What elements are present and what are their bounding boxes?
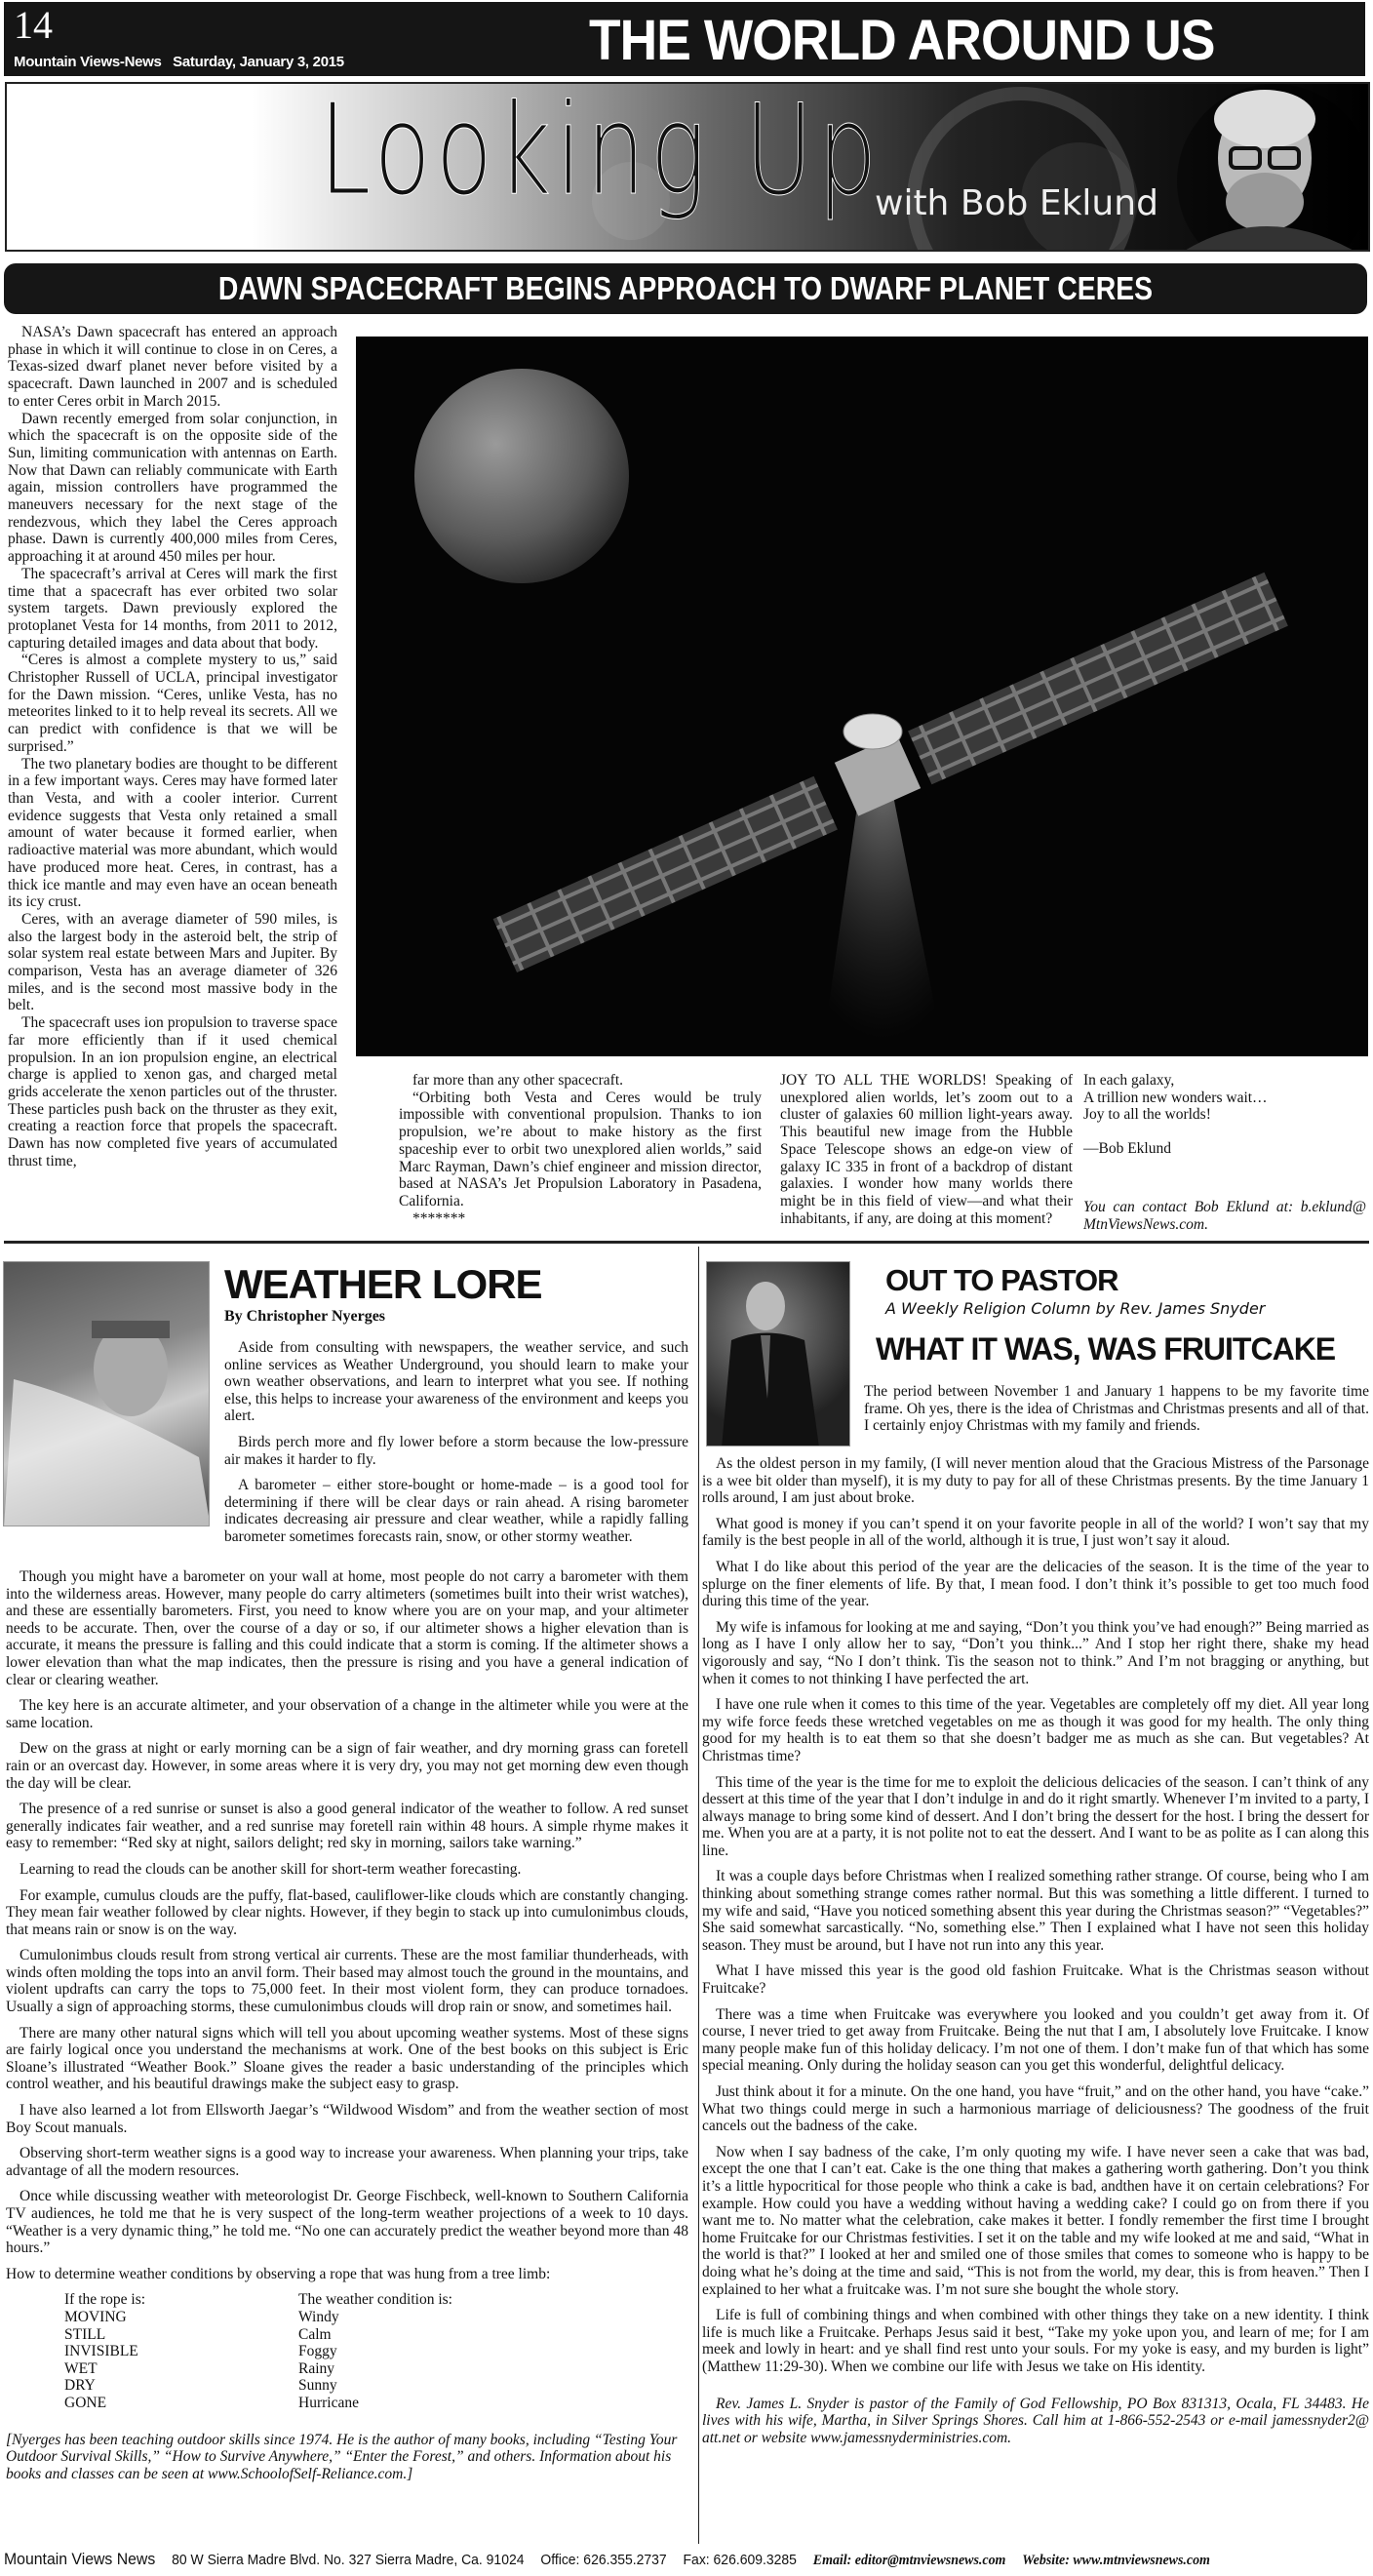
- ceres-planet: [414, 369, 629, 583]
- paragraph: What I have missed this year is the good old fashion Fruitcake. What is the Christmas season without Fruitcake?: [702, 1962, 1369, 1998]
- paragraph: A barometer – either store-bought or home-made – is a good tool for determining if there will be clear days or rain ahead. A rising barometer indicates decreasing air pressure and clear weather, while a rapidly falling barometer sometimes forecasts rain, snow, or other stormy weather.: [224, 1477, 688, 1545]
- paragraph: The key here is an accurate altimeter, and your observation of a change in the altimeter while you were at the same location.: [6, 1697, 688, 1731]
- paragraph: Learning to read the clouds can be another skill for short-term weather forecasting.: [20, 1860, 522, 1878]
- weather-condition: Rainy: [298, 2359, 335, 2377]
- paragraph: My wife is infamous for looking at me and saying, “Don’t you think you’ve had enough?” Being married as long as I have I only allow her to say, “Don’t you think...” And I stop her right there, shake my head vigorously and say, “No I don’t think. Tis the season not to think.” And I’m not bragging or anything, but when it comes to not thinking I have perfected the art.: [702, 1618, 1369, 1687]
- column-banner: [5, 82, 1370, 252]
- paragraph: It was a couple days before Christmas when I realized something rather strange. Of course, being who I am thinking about something strange comes rather normal. But this was something a little different. I turned to my wife and said, “Have you noticed something absent this year during the Christmas season?” “Vegetables?” She said somewhat sarcastically. “No, something else.” Then I explained what I have not seen this holiday season. They must be around, but I have not run into any this year.: [702, 1868, 1369, 1954]
- paragraph: The spacecraft uses ion propulsion to traverse space far more efficiently than if it used chemical propulsion. In an ion propulsion engine, an electrical charge is applied to xenon gas, and charged metal grids accelerate the xenon particles out of the thruster. These particles push back on the thruster as they exit, creating a reaction force that propels the spacecraft. Dawn has now completed five years of accumulated thrust time,: [8, 1014, 337, 1169]
- paragraph: Dew on the grass at night or early morning can be a sign of fair weather, and dry morning grass can foretell rain or an overcast day. However, in some areas where it is very dry, you may not get morning dew even though the day will be clear.: [6, 1740, 688, 1792]
- rope-state: STILL: [64, 2325, 106, 2343]
- paragraph: I have one rule when it comes to this time of the year. Vegetables are completely off my diet. All year long my wife force feeds these wretched vegetables on me as though it was good for my health. The only thing good for my health is to eat them so that she doesn’t badger me as much as she can. But vegetables? At Christmas time?: [702, 1696, 1369, 1764]
- paragraph: Birds perch more and fly lower before a storm because the low-pressure air makes it harder to fly.: [224, 1433, 688, 1468]
- poem: [1083, 1072, 1366, 1124]
- rope-header-condition: The weather condition is:: [298, 2291, 452, 2309]
- pastor-bio: Rev. James L. Snyder is pastor of the Family of God Fellowship, PO Box 831313, Ocala, FL 34483. He lives with his wife, Martha, in Silver Springs Shores. Call him at 1-866-552-2543 or e-mail jamessnyder2@ att.net or website www.jamessnyderministries.com.: [702, 2395, 1369, 2446]
- weather-lore-title: WEATHER LORE: [224, 1261, 542, 1307]
- paragraph: I have also learned a lot from Ellsworth Jaegar’s “Wildwood Wisdom” and from the weather section of most Boy Scout manuals.: [6, 2102, 688, 2136]
- paragraph: Once while discussing weather with meteorologist Dr. George Fischbeck, well-known to Southern California TV audiences, he told me that he is very suspect of the long-term weather projections of a week to 10 days. “Weather is a very dynamic thing,” he told me. “No one can accurately predict the weather beyond more than 48 hours.”: [6, 2188, 688, 2257]
- rope-intro: How to determine weather conditions by observing a rope that was hung from a tree limb:: [6, 2265, 551, 2282]
- paragraph: The presence of a red sunrise or sunset is also a good general indicator of the weather to follow. A red sunset generally indicates fair weather, and a red sunrise may foretell rain within 48 hours. A simple rhyme makes it easy to remember: “Red sky at night, sailors delight; red sky in morning, sailors take warning.”: [6, 1801, 688, 1852]
- paragraph: There was a time when Fruitcake was everywhere you looked and you couldn’t get away from it. Of course, I never tried to get away from Fruitcake. Being the nut that I am, I absolutely love Fruitcake. I know many people make fun of this holiday delicacy. I’m not one of them. I don’t make fun of that which has some special meaning. Only during the holiday season can you get this wonderful, delightful delicacy.: [702, 2005, 1369, 2075]
- paragraph: “Ceres is almost a complete mystery to us,” said Christopher Russell of UCLA, principal investigator for the Dawn mission. “Ceres, unlike Vesta, has no meteorites linked to it to help reveal its secrets. All we can predict with confidence is that we will be surprised.”: [8, 652, 337, 755]
- article-headline: DAWN SPACECRAFT BEGINS APPROACH TO DWARF PLANET CERES: [217, 270, 1154, 306]
- paragraph: For example, cumulus clouds are the puffy, flat-based, cauliflower-like clouds which are constantly changing. They mean fair weather followed by clear nights. However, if they begin to stack up into cumulonimbus clouds, that means rain or snow is on the way.: [6, 1886, 688, 1938]
- poem-line: A trillion new wonders wait…: [1083, 1089, 1268, 1106]
- paragraph: There are many other natural signs which will tell you about upcoming weather systems. Most of these signs are fairly logical once you understand the mechanisms at work. One of the best books on this subject is Eric Sloane’s illustrated “Weather Book.” Sloane gives the reader a basic understanding of the principles which control weather, and his beautiful drawings make the subject easy to grasp.: [6, 2024, 688, 2093]
- paragraph: Now when I say badness of the cake, I’m only quoting my wife. I have never seen a cake that was bad, except the one that I can’t eat. Cake is the one thing that makes a gathering worth gathering. Don’t you think it’s a little hypocritical for those people who think a cake is bad, andthen have it on certain celebrations? For example. How could you have a wedding without having a wedding cake? I could go on from there if you want me to. No matter what the celebration, cake makes it better. I fondly remember the first time I brought home Fruitcake for our Christmas festivities. I set it on the table and my wife looked at me and said, “What in the world is that?” I looked at her and smiled one of those smiles that comes to someone who is happy to be doing what he’s doing at the time and said, “This is not from the world, my dear, this is from heaven.” Then I explained to her what a fruitcake was. I’m not sure she bought the whole story.: [702, 2143, 1369, 2298]
- footer-website-link[interactable]: Website: www.mtnviewsnews.com: [1022, 2553, 1210, 2568]
- rope-table-row: [64, 2360, 452, 2378]
- antenna-dish: [843, 714, 902, 749]
- column-divider: [698, 1247, 699, 2544]
- rope-state: MOVING: [64, 2308, 127, 2325]
- paragraph: What I do like about this period of the year are the delicacies of the season. It is the time of the year to splurge on the finer elements of life. By that, I mean food. I don’t think it’s possible to get too much food during this time of the year.: [702, 1558, 1369, 1610]
- author-photo-nyerges: [3, 1261, 210, 1526]
- page-footer: [4, 2550, 1274, 2569]
- paragraph: What good is money if you can’t spend it on your favorite people in all of the world? I won’t say that my family is the best people in all of the world, although it is true, I just won’t say it aloud.: [702, 1515, 1369, 1550]
- pastor-paragraph: The period between November 1 and January 1 happens to be my favorite time frame. Oh yes, there is the idea of Christmas and Christmas presents and all of that. I certainly enjoy Christmas with my family and friends.: [864, 1383, 1369, 1435]
- weather-condition: Sunny: [298, 2377, 337, 2395]
- weather-condition: Foggy: [298, 2343, 337, 2360]
- article-paragraph: JOY TO ALL THE WORLDS! Speaking of unexplored alien worlds, let’s zoom out to a cluster of galaxies 60 million light-years away. This beautiful new image from the Hubble Space Telescope shows an edge-on view of galaxy IC 335 in front of a backdrop of distant galaxies. I wonder how many worlds there might be in this field of view—and what their inhabitants, if any, are doing at this moment?: [780, 1072, 1073, 1227]
- paragraph: NASA’s Dawn spacecraft has entered an approach phase in which it will continue to close in on Ceres, a Texas-sized dwarf planet never before visited by a spacecraft. Dawn launched in 2007 and is scheduled to enter Ceres orbit in March 2015.: [8, 324, 337, 410]
- paragraph: Observing short-term weather signs is a good way to increase your awareness. When planning your trips, take advantage of all the modern resources.: [6, 2145, 688, 2179]
- weather-author-bio: [Nyerges has been teaching outdoor skills since 1974. He is the author of many books, including “Testing Your Outdoor Survival Skills,” “How to Survive Anywhere,” “Enter the Forest,” and others. Information about his books and classes can be seen at www.SchoolofSelf-Reliance.com.]: [6, 2431, 678, 2482]
- rope-header-state: If the rope is:: [64, 2291, 146, 2309]
- footer-email-link[interactable]: Email: editor@mtnviewsnews.com: [812, 2553, 1006, 2568]
- publication-dateline: [14, 54, 344, 70]
- rope-table-row: [64, 2309, 452, 2326]
- author-photo-graphic: [707, 1262, 850, 1447]
- footer-fax: Fax: 626.609.3285: [683, 2552, 797, 2568]
- author-photo-graphic: [4, 1262, 210, 1526]
- footer-phone: Office: 626.355.2737: [540, 2552, 667, 2568]
- paragraph: “Orbiting both Vesta and Ceres would be truly impossible with conventional propulsion. Thanks to ion propulsion, we’re about to make history as the first spaceship ever to orbit two unexplored alien worlds,” said Marc Rayman, Dawn’s chief engineer and mission director, based at NASA’s Jet Propulsion Laboratory in Pasadena, California.: [399, 1089, 762, 1209]
- rope-table-row: [64, 2395, 452, 2412]
- weather-intro: [224, 1339, 688, 1555]
- paragraph: Cumulonimbus clouds result from strong vertical air currents. These are the most familiar thunderheads, with winds often molding the tops into an anvil form. Their based may almost touch the ground in the mountains, and violent updrafts can carry the tops to 75,000 feet. In their most violent form, they can produce tornadoes. Usually a sign of approaching storms, these cumulonimbus clouds will drop rain or snow, and sometimes hail.: [6, 1947, 688, 2016]
- paragraph: Though you might have a barometer on your wall at home, most people do not carry a barometer with them into the wilderness areas. However, many people do carry altimeters (sometimes built into their wrist watches), and these are essentially barometers. First, you need to know where you are on your map, and your altimeter needs to be accurate. Then, over the course of a day or so, if our altimeter shows a higher elevation than is accurate, it means the pressure is falling and this could indicate that a storm is coming. If the altimeter shows a lower elevation than what the map indicates, then the pressure is rising and you have a general indication of clear or clearing weather.: [6, 1568, 688, 1688]
- author-portrait: [1138, 90, 1370, 252]
- weather-condition: Windy: [298, 2308, 339, 2325]
- contact-line: You can contact Bob Eklund at: b.eklund@ MtnViewsNews.com.: [1083, 1198, 1366, 1233]
- weather-condition: Calm: [298, 2325, 332, 2343]
- article-column-2: [399, 1072, 762, 1227]
- footer-publication: Mountain Views News: [4, 2550, 156, 2568]
- paragraph: As the oldest person in my family, (I will never mention aloud that the Gracious Mistress of the Parsonage is a wee bit older than myself), it is my duty to pay for all of these Christmas presents. By the time January 1 rolls around, I am just about broke.: [702, 1455, 1369, 1507]
- rope-table-row: [64, 2343, 452, 2360]
- author-photo-snyder: [706, 1261, 850, 1447]
- page-header: [4, 2, 1365, 76]
- rope-table-row: [64, 2377, 452, 2395]
- column-subtitle: A Weekly Religion Column by Rev. James Snyder: [885, 1299, 1266, 1318]
- weather-body: [6, 1568, 688, 2491]
- pastor-headline: WHAT IT WAS, WAS FRUITCAKE: [876, 1331, 1336, 1367]
- dawn-spacecraft-image: [356, 337, 1368, 1056]
- publication-name: Mountain Views-News: [14, 54, 162, 70]
- weather-paragraphs: [6, 1568, 688, 2257]
- article-column-3: [780, 1072, 1073, 1227]
- poem-line: Joy to all the worlds!: [1083, 1106, 1211, 1124]
- rope-table-header: [64, 2291, 452, 2309]
- paragraph: far more than any other spacecraft.: [412, 1072, 624, 1089]
- banner-title: Looking Up: [319, 82, 882, 223]
- pastor-body: [702, 1455, 1369, 2455]
- column-title: OUT TO PASTOR: [885, 1263, 1118, 1297]
- poem-line: In each galaxy,: [1083, 1072, 1175, 1089]
- footer-address: 80 W Sierra Madre Blvd. No. 327 Sierra Madre, Ca. 91024: [172, 2552, 525, 2568]
- rope-state: DRY: [64, 2377, 96, 2395]
- rope-state: INVISIBLE: [64, 2343, 138, 2360]
- paragraph: Aside from consulting with newspapers, the weather service, and such online services as Weather Underground, you should learn to make your own weather observations, and learn to interpret what you see. If nothing else, this helps to increase your awareness of the environment and keeps you alert.: [224, 1339, 688, 1425]
- section-divider: [4, 1241, 1369, 1244]
- pastor-intro: [864, 1383, 1369, 1444]
- signature: —Bob Eklund: [1083, 1140, 1171, 1158]
- pastor-paragraphs: [702, 1455, 1369, 2376]
- paragraph: Life is full of combining things and when combined with other things they take on a new identity. I think life is much like a Fruitcake. Perhaps Jesus said it best, “Take my yoke upon you, and learn of me; for I am meek and lowly in heart: and ye shall find rest unto your souls. For my yoke is easy, and my burden is light” (Matthew 11:29-30). When we combine our life with Jesus we take on His identity.: [702, 2307, 1369, 2375]
- paragraph: Ceres, with an average diameter of 590 miles, is also the largest body in the asteroid belt, the strip of solar system real estate between Mars and Jupiter. By comparison, Vesta has an average diameter of 326 miles, and is the second most massive body in the belt.: [8, 910, 337, 1014]
- page-number: 14: [14, 3, 53, 47]
- paragraph: Just think about it for a minute. On the one hand, you have “fruit,” and on the other hand, you have “cake.” What two things could merge in such a harmonious marriage of deliciousness? The goodness of the fruit cancels out the badness of the cake.: [702, 2083, 1369, 2135]
- weather-lore-byline: By Christopher Nyerges: [224, 1308, 386, 1325]
- paragraph: The spacecraft’s arrival at Ceres will mark the first time that a spacecraft has ever orbited two solar system targets. Dawn previously explored the protoplanet Vesta for 14 months, from 2011 to 2012, capturing detailed images and data about that body.: [8, 565, 337, 652]
- article-column-4: [1083, 1072, 1366, 1233]
- headline-bar: [4, 263, 1367, 314]
- section-title: THE WORLD AROUND US: [589, 9, 1215, 72]
- rope-state: GONE: [64, 2394, 107, 2411]
- rope-table-row: [64, 2326, 452, 2344]
- issue-date: Saturday, January 3, 2015: [173, 54, 344, 70]
- banner-byline: with Bob Eklund: [875, 183, 1158, 223]
- rope-table: [64, 2291, 452, 2411]
- paragraph: The two planetary bodies are thought to be different in a few important ways. Ceres may have formed later than Vesta, and with a cooler interior. Current evidence suggests that Vesta only retained a small amount of water because it formed earlier, when radioactive material was more abundant, which would have produced more heat. Ceres, in contrast, has a thick ice mantle and may even have an ocean beneath its icy crust.: [8, 755, 337, 911]
- paragraph: *******: [412, 1209, 466, 1227]
- article-column-1: [8, 324, 337, 1169]
- paragraph: Dawn recently emerged from solar conjunction, in which the spacecraft is on the opposite side of the Sun, limiting communication with antennas on Earth. Now that Dawn can reliably communicate with Earth again, mission controllers have programmed the maneuvers necessary for the next stage of the rendezvous, which they label the Ceres approach phase. Dawn is currently 400,000 miles from Ceres, approaching it at around 450 miles per hour.: [8, 410, 337, 566]
- weather-condition: Hurricane: [298, 2394, 359, 2411]
- paragraph: This time of the year is the time for me to exploit the delicious delicacies of the season. I can’t think of any dessert at this time of the year that I don’t indulge in and do it right smartly. Whenever I’m invited to a party, I always manage to bring some kind of dessert. And I don’t bring the dessert for the host. I bring the dessert for me. When you are at a party, it is not polite not to eat the dessert. And I want to be as polite as I can along this line.: [702, 1773, 1369, 1859]
- rope-state: WET: [64, 2359, 98, 2377]
